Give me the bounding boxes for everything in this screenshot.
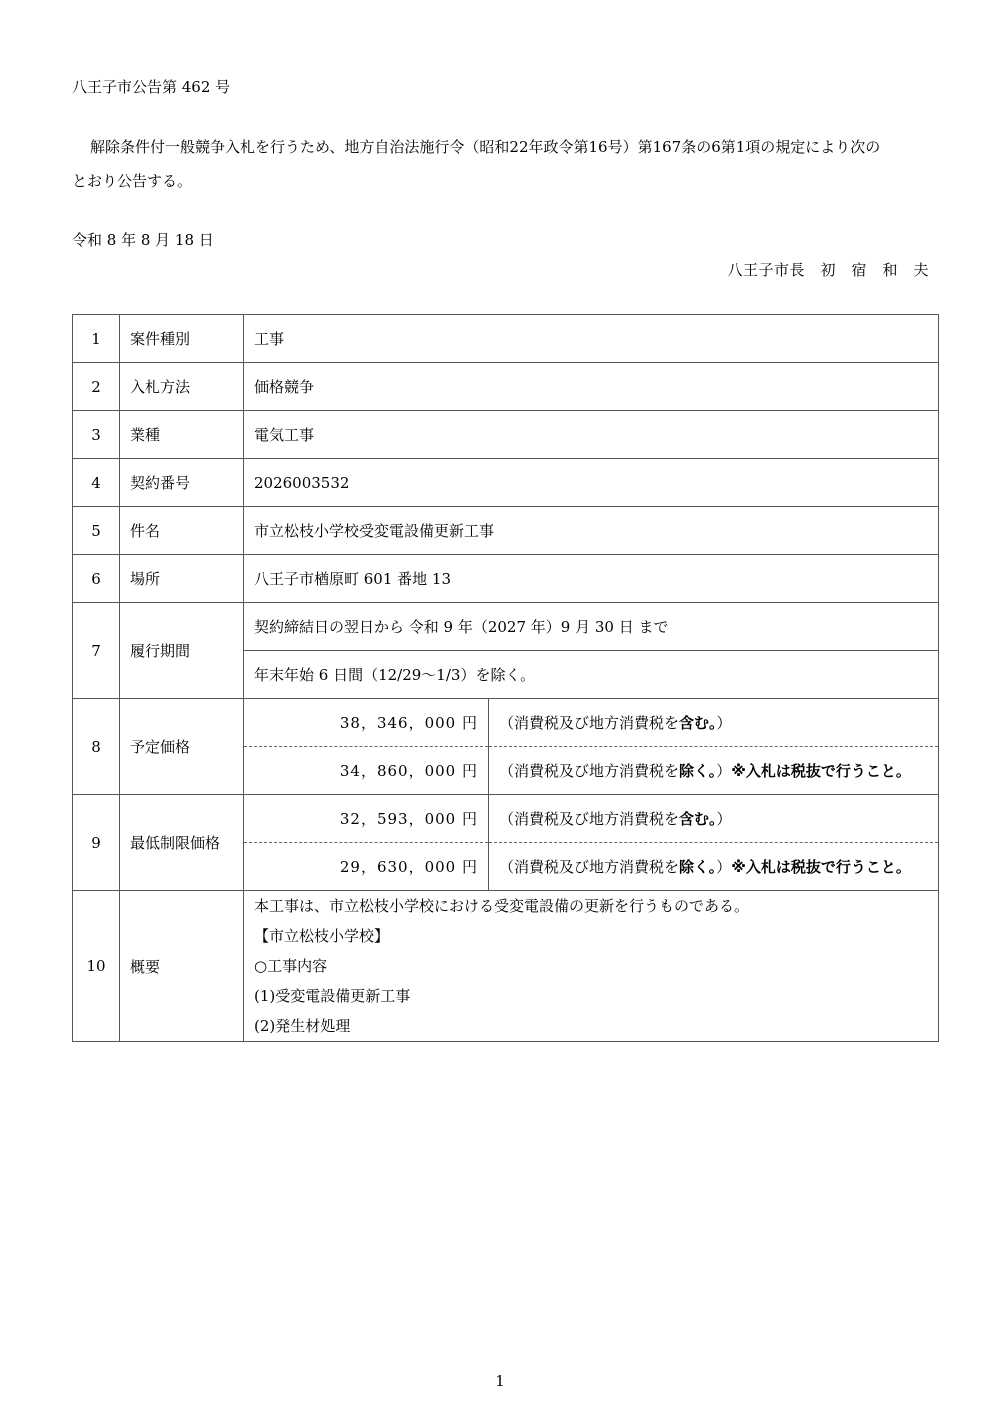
row-value: 2026003532 xyxy=(244,459,939,507)
row-label: 業種 xyxy=(120,411,244,459)
row-label: 件名 xyxy=(120,507,244,555)
notice-number: 八王子市公告第 462 号 xyxy=(72,78,231,96)
row-value: 工事 xyxy=(244,315,939,363)
overview-line: (2)発生材処理 xyxy=(254,1017,351,1035)
table-row-planned-price xyxy=(73,699,939,747)
row-label: 履行期間 xyxy=(120,603,244,699)
intro-text-line1: 解除条件付一般競争入札を行うため、地方自治法施行令（昭和22年政令第16号）第167条の6第1項の規定により次の xyxy=(90,138,881,156)
table-row-overview xyxy=(73,891,939,1042)
intro-text-line2: とおり公告する。 xyxy=(72,172,193,190)
row-label: 契約番号 xyxy=(120,459,244,507)
overview-line: ○工事内容 xyxy=(254,957,328,975)
table-row xyxy=(73,459,939,507)
tax-note-incl: （消費税及び地方消費税を含む。） xyxy=(489,795,939,843)
period-line1: 契約締結日の翌日から 令和 9 年（2027 年）9 月 30 日 まで xyxy=(244,603,939,651)
tax-note-excl: （消費税及び地方消費税を除く。）※入札は税抜で行うこと。 xyxy=(489,747,939,795)
row-number: 10 xyxy=(73,891,120,1042)
tax-note-excl: （消費税及び地方消費税を除く。）※入札は税抜で行うこと。 xyxy=(489,843,939,891)
row-value: 市立松枝小学校受変電設備更新工事 xyxy=(244,507,939,555)
tax-warning: ※入札は税抜で行うこと。 xyxy=(731,858,911,876)
row-number: 4 xyxy=(73,459,120,507)
mayor-signature: 八王子市長 初 宿 和 夫 xyxy=(727,261,929,279)
row-number: 3 xyxy=(73,411,120,459)
row-number: 7 xyxy=(73,603,120,699)
row-number: 5 xyxy=(73,507,120,555)
overview-line: 【市立松枝小学校】 xyxy=(254,927,390,945)
notice-date: 令和 8 年 8 月 18 日 xyxy=(72,231,214,249)
row-value: 八王子市楢原町 601 番地 13 xyxy=(244,555,939,603)
planned-price-excl-tax: 34，860，000 円 xyxy=(244,747,489,795)
table-row-period xyxy=(73,603,939,651)
row-value: 電気工事 xyxy=(244,411,939,459)
table-row xyxy=(73,411,939,459)
tender-details-table xyxy=(72,314,939,1042)
row-number: 2 xyxy=(73,363,120,411)
minimum-price-incl-tax: 32，593，000 円 xyxy=(244,795,489,843)
row-number: 6 xyxy=(73,555,120,603)
planned-price-incl-tax: 38，346，000 円 xyxy=(244,699,489,747)
row-label: 概要 xyxy=(120,891,244,1042)
row-number: 9 xyxy=(73,795,120,891)
row-number: 1 xyxy=(73,315,120,363)
period-line2: 年末年始 6 日間（12/29～1/3）を除く。 xyxy=(244,651,939,699)
table-row xyxy=(73,555,939,603)
overview-content xyxy=(244,891,939,1042)
row-label: 入札方法 xyxy=(120,363,244,411)
row-label: 最低制限価格 xyxy=(120,795,244,891)
overview-line: (1)受変電設備更新工事 xyxy=(254,987,411,1005)
table-row xyxy=(73,507,939,555)
row-value: 価格競争 xyxy=(244,363,939,411)
row-number: 8 xyxy=(73,699,120,795)
page-number: 1 xyxy=(495,1372,505,1390)
table-row-minimum-price xyxy=(73,795,939,843)
row-label: 案件種別 xyxy=(120,315,244,363)
row-label: 場所 xyxy=(120,555,244,603)
table-row xyxy=(73,363,939,411)
minimum-price-excl-tax: 29，630，000 円 xyxy=(244,843,489,891)
overview-line: 本工事は、市立松枝小学校における受変電設備の更新を行うものである。 xyxy=(254,897,750,915)
row-label: 予定価格 xyxy=(120,699,244,795)
table-row xyxy=(73,315,939,363)
tax-warning: ※入札は税抜で行うこと。 xyxy=(731,762,911,780)
tax-note-incl: （消費税及び地方消費税を含む。） xyxy=(489,699,939,747)
